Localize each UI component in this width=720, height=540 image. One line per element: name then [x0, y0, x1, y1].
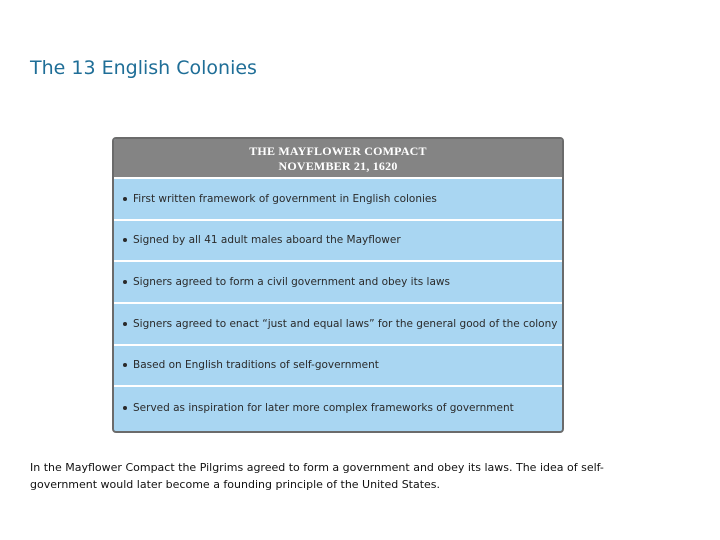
bullet-icon [123, 238, 127, 242]
compact-item-text: Signers agreed to form a civil government and obey its laws [133, 276, 450, 289]
compact-header [114, 139, 562, 179]
compact-list-item [114, 179, 562, 221]
compact-date: NOVEMBER 21, 1620 [278, 159, 398, 173]
bullet-icon [123, 280, 127, 284]
bullet-icon [123, 406, 127, 410]
compact-title: THE MAYFLOWER COMPACT [249, 144, 427, 158]
slide-caption: In the Mayflower Compact the Pilgrims agreed to form a government and obey its laws. The idea of self-government would later become a founding principle of the United States. [30, 461, 604, 491]
compact-list-item [114, 387, 562, 429]
bullet-icon [123, 322, 127, 326]
compact-item-text: First written framework of government in English colonies [133, 192, 437, 205]
bullet-icon [123, 197, 127, 201]
compact-item-text: Signed by all 41 adult males aboard the Mayflower [133, 234, 401, 247]
slide-title: The 13 English Colonies [30, 57, 257, 79]
compact-list-item [114, 346, 562, 388]
mayflower-compact-table [112, 137, 564, 433]
compact-item-text: Based on English traditions of self-government [133, 359, 379, 372]
compact-list-item [114, 262, 562, 304]
compact-item-text: Signers agreed to enact “just and equal laws” for the general good of the colony [133, 317, 558, 330]
compact-list-item [114, 221, 562, 263]
compact-list-item [114, 304, 562, 346]
bullet-icon [123, 363, 127, 367]
compact-item-text: Served as inspiration for later more complex frameworks of government [133, 402, 514, 415]
compact-list [114, 179, 562, 429]
